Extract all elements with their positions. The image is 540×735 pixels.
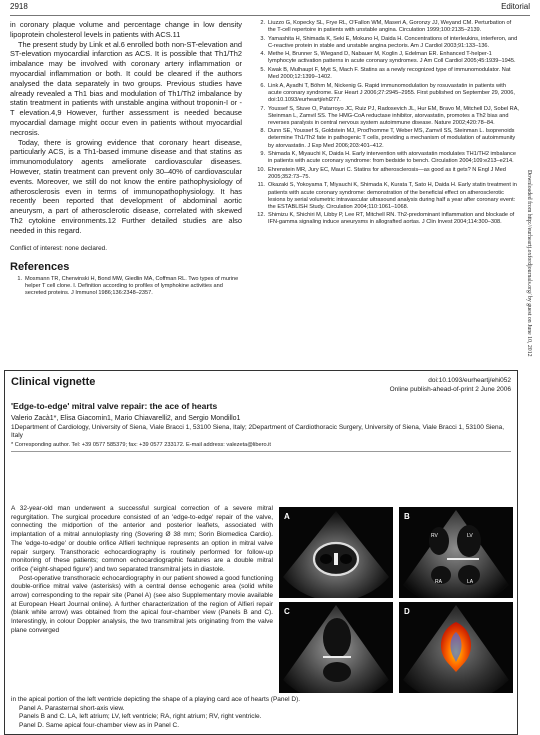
reference-number: 12. (257, 212, 265, 219)
panel-caption-d: Panel D. Same apical four-chamber view as in Panel C. (19, 722, 180, 730)
reference-item (253, 167, 519, 181)
paragraph: in coronary plaque volume and percentage change in low density lipoprotein cholesterol levels in patients with ACS.11 (10, 20, 242, 39)
paragraph: A 32-year-old man underwent a successful surgical correction of a severe mitral regurgitation. The surgical procedure consisted of an 'edge-to-edge' repair of the valve, connecting the midportion of the anterior and posterior leaflets, associated with implantation of a mitral annuloplasty ring (Sovering Ø 38 mm; Sorin Biomedica Cardio). The 'edge-to-edge' or double orifice Alfieri technique represents an option in mitral valve repair surgery. Transthoracic echocardiography is routinely performed for follow-up monitoring of these patients; common echocardiographic features are a double mitral orifice ('eight-shaped figure') and two separated transmitral jets in diastole. (11, 505, 273, 573)
panel-label-d: D (404, 607, 410, 616)
panel-label-c: C (284, 607, 290, 616)
paragraph: The present study by Link et al.6 enrolled both non-ST-elevation and ST-elevation myocardial infarction as ACS. It is possible that Th1/Th2 imbalance may be involved with coronary artery inflammation or myocardial inflammation or both. It could be cleared if the authors analysed the data separately in two groups. Previous studies have already revealed a Th1 bias and modulation of Th1/Th2 imbalance by statin treatment in patients with unstable angina without troponin-I or -T elevation.4,9 However, further assessment is needed because myocardial damage might occur even in patients without myocardial necrosis. (10, 39, 242, 137)
label-lv: LV (467, 533, 473, 539)
reference-item (253, 106, 519, 127)
clinical-vignette-box (4, 370, 518, 735)
vignette-authors: Valerio Zacà1*, Elisa Giacomin1, Mario Chiavarelli2, and Sergio Mondillo1 (11, 415, 241, 422)
reference-text: Methe H, Brunner S, Wiegand D, Nabauer M, Koglin J, Edelman ER. Enhanced T-helper-1 lymphocyte activation patterns in acute coronary syndromes. J Am Coll Cardiol 2005;45:1939–1945. (268, 51, 516, 65)
reference-text: Link A, Ayadhi T, Böhm M, Nickenig G. Rapid immunomodulation by rosuvastatin in patients with acute coronary syndrome. Eur Heart J 2006;27:2945–2955. First published on September 29, 2006, doi:10.1093/eurheartj/ehl277. (268, 82, 515, 103)
vignette-continuation (11, 696, 511, 731)
corresponding-author: * Corresponding author. Tel: +39 0577 585379; fax: +39 0577 233172. E-mail address: valezeta@libero.it (11, 442, 511, 452)
reference-item (253, 20, 519, 34)
reference-item (253, 151, 519, 165)
reference-number: 9. (260, 151, 265, 158)
vignette-doi-block (390, 376, 511, 394)
vignette-header (5, 371, 517, 394)
paragraph: Post-operative transthoracic echocardiography in our patient showed a good functioning double-orifice mitral valve (asterisks) with a central dense echogenic area (solid white arrow) corresponding to the repair site (Panel A) (see also Supplementary movie available at European Heart Journal online). A further characterization of the region of Alfieri repair (blank white arrow) was obtained from the apical four-chamber view (Panels B and C). Interestingly, in colour Doppler analysis, the two transmitral jets originating from the valve plane converged (11, 574, 273, 634)
reference-text: Shimada K, Miyauchi K, Daida H. Early intervention with atorvastatin modulates TH1/TH2 imbalance in patients with acute coronary syndrome: from bedside to bench. Circulation 2004;109:e213–e214. (268, 151, 516, 165)
download-notice[interactable]: Downloaded from http://eurheartj.oxfordjournals.org/ by guest on June 10, 2012 (526, 170, 532, 357)
reference-number: 4. (260, 51, 265, 58)
reference-list (10, 276, 242, 297)
reference-text: Yamashita H, Shimada K, Seki E, Mokuno H, Daida H. Concentrations of interleukins, interferon, and C-reactive protein in stable and unstable angina pectoris. Am J Cardiol 2003;91:133–136. (268, 35, 518, 49)
echocardiography-figure (279, 507, 513, 693)
left-column (10, 20, 242, 298)
vignette-affiliations: 1Department of Cardiology, University of Siena, Viale Bracci 1, 53100 Siena, Italy; 2Department of Cardiothoracic Surgery, University of Siena, Viale Bracci 1, 53100 Siena, Italy (11, 424, 505, 440)
reference-number: 1. (17, 276, 22, 283)
reference-number: 2. (260, 20, 265, 26)
label-ra: RA (435, 579, 442, 585)
references-heading: References (10, 261, 70, 274)
reference-number: 11. (257, 182, 265, 189)
page-header (10, 2, 530, 16)
panel-label-b: B (404, 512, 410, 521)
reference-text: Dunn SE, Youssef S, Goldstein MJ, Prod'homme T, Weber MS, Zamvil SS, Steinman L. Isoprenoids determine Th1/Th2 fate in pathogenic T cells, providing a mechanism of modulation of autoimmunity by atorvastatin. J Exp Med 2006;203:401–412. (268, 128, 516, 149)
reference-item (10, 276, 242, 297)
download-sidebar (526, 170, 538, 610)
paragraph: in the apical portion of the left ventricle depicting the shape of a playing card ace of hearts (Panel D). (11, 696, 301, 703)
reference-item (253, 212, 519, 226)
right-column (253, 20, 519, 228)
reference-item (253, 83, 519, 104)
echo-panel-d (399, 602, 513, 693)
reference-number: 5. (260, 67, 265, 74)
reference-text: Kwak B, Mulhaupt F, Myit S, Mach F. Statins as a newly recognized type of immunomodulator. Nat Med 2000;12:1399–1402. (268, 67, 511, 81)
vignette-title: Clinical vignette (11, 376, 96, 388)
reference-item (253, 182, 519, 210)
page-number: 2918 (10, 2, 28, 11)
echo-panel-a (279, 507, 393, 598)
reference-item (253, 67, 519, 81)
panel-label-a: A (284, 512, 290, 521)
conflict-statement: Conflict of interest: none declared. (10, 244, 107, 252)
reference-number: 6. (260, 82, 265, 89)
reference-number: 7. (260, 105, 265, 112)
label-la: LA (467, 579, 474, 585)
reference-text: Ehrenstein MR, Jury EC, Mauri C. Statins for atherosclerosis—as good as it gets? N Engl J Med 2005;352:73–75. (268, 166, 506, 180)
vignette-doi: doi:10.1093/eurheartj/ehi052 (428, 377, 511, 384)
reference-item (253, 36, 519, 50)
reference-text: Youssef S, Stuve O, Patarroyo JC, Ruiz PJ, Radosevich JL, Hur EM, Bravo M, Mitchell DJ, Sobel RA, Steinman L, Zamvil SS. The HMG-CoA reductase inhibitor, atorvastatin, promotes a Th2 bias and reverses paralysis in central nervous system autoimmune disease. Nature 2002;420:78–84. (268, 105, 519, 126)
reference-item (253, 128, 519, 149)
reference-number: 8. (260, 128, 265, 135)
section-name: Editorial (501, 2, 530, 11)
reference-text: Mosmann TR, Cherwinski H, Bond MW, Giedlin MA, Coffman RL. Two types of murine helper T cell clone. I. Definition according to profiles of lymphokine activities and secreted proteins. J Immunol 1986;136:2348–2357. (25, 276, 239, 297)
reference-number: 3. (260, 35, 265, 42)
paragraph: Today, there is growing evidence that coronary heart disease, particularly ACS, is a Th1-based immune disease and that statins as immunomodulatory agents ameliorate cardiovascular diseases. However, statin treatment can prevent only 30–40% of cardiovascular events. Moreover, we still do not know the entire pathophysiology of atherosclerosis even in terms of immunopathophysiology. It has recently been reported that development of abdominal aortic aneurysm, a part of atherosclerotic disease, correlated with skewed Th2 cytokine environments.12 Further detailed studies are also needed in this regard. (10, 137, 242, 235)
reference-item (253, 51, 519, 65)
vignette-published: Online publish-ahead-of-print 2 June 2006 (389, 386, 511, 393)
reference-text: Liuzzo G, Kopecky SL, Frye RL, O'Fallon WM, Maseri A, Goronzy JJ, Weyand CM. Perturbation of the T-cell repertoire in patients with unstable angina. Circulation 1999;100:2135–2139. (268, 20, 512, 34)
reference-number: 10. (257, 166, 265, 173)
panel-caption-bc: Panels B and C. LA, left atrium; LV, left ventricle; RA, right atrium; RV, right ventricle. (19, 713, 262, 721)
echo-panel-b (399, 507, 513, 598)
label-rv: RV (431, 533, 438, 539)
vignette-subtitle: 'Edge-to-edge' mitral valve repair: the ace of hearts (11, 401, 218, 411)
reference-text: Shimizu K, Shichiri M, Libby P, Lee RT, Mitchell RN. Th2-predominant inflammation and blockade of IFN-gamma signaling induce aneurysms in allografted aortas. J Clin Invest 2004;114:300–308. (268, 212, 515, 226)
vignette-body (11, 505, 273, 636)
echo-panel-c (279, 602, 393, 693)
panel-caption-a: Panel A. Parasternal short-axis view. (19, 704, 125, 712)
reference-text: Okazaki S, Yokoyama T, Miyauchi K, Shimada K, Kurata T, Sato H, Daida H. Early statin treatment in patients with acute coronary syndrome: demonstration of the beneficial effect on atherosclerotic lesions by serial volumetric intravascular ultrasound analysis during half a year after coronary event: the ESTABLISH Study. Circulation 2004;110:1061–1068. (268, 182, 517, 210)
